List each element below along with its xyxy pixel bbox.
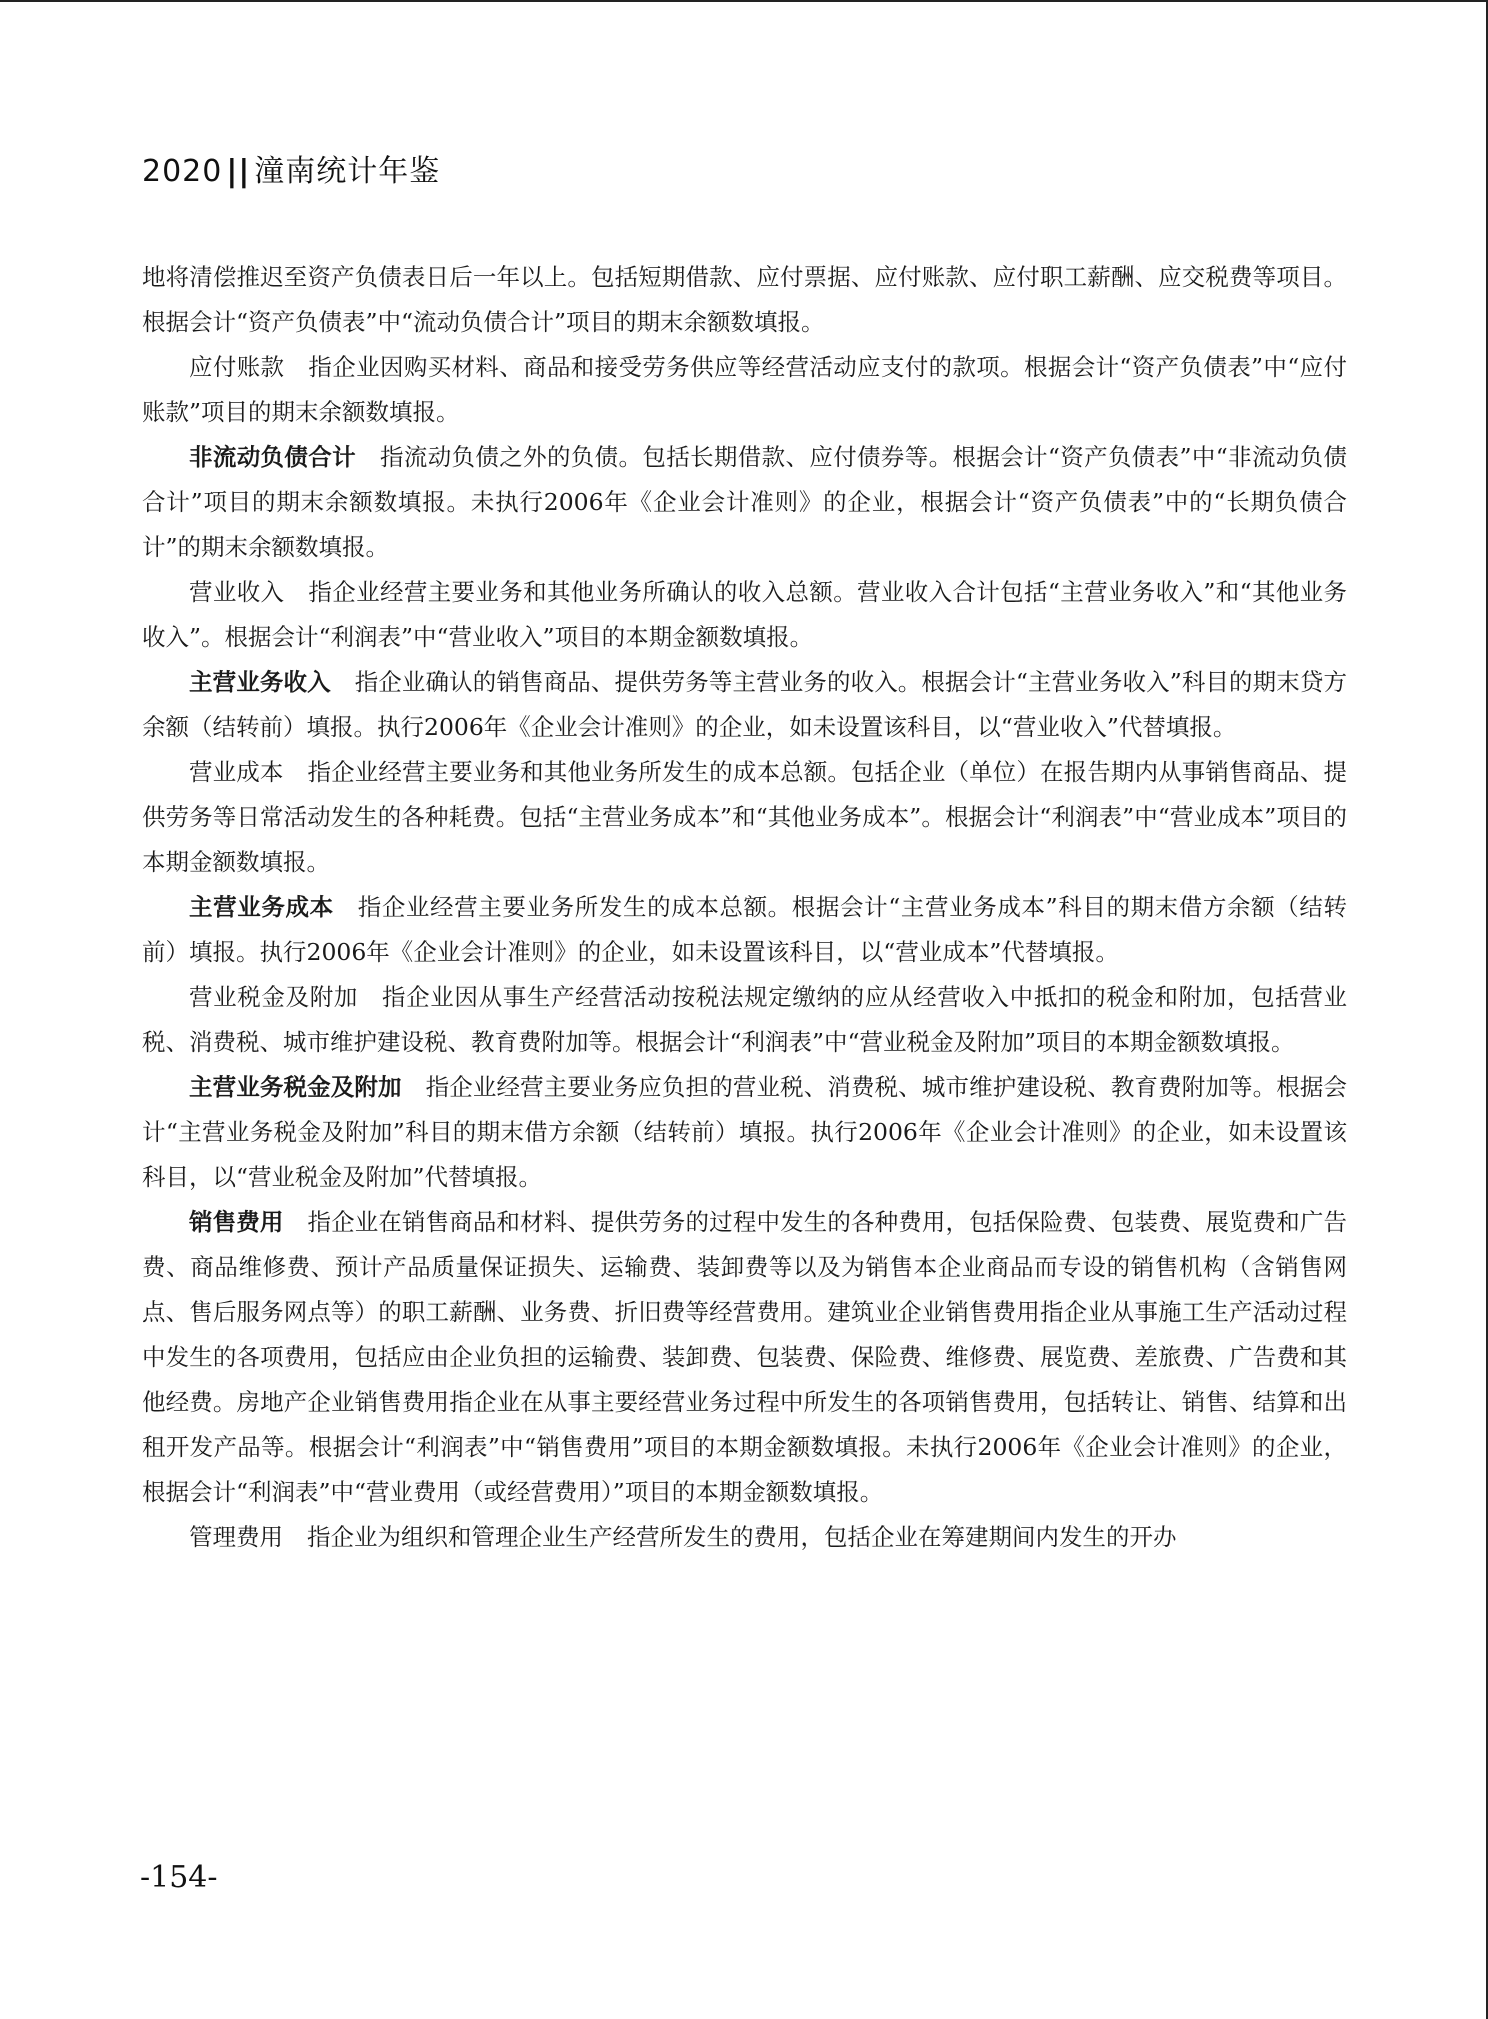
term-heading: 营业成本 [189,758,284,786]
running-header [142,146,440,190]
paragraph-text: 指流动负债之外的负债。包括长期借款、应付债券等。根据会计“资产负债表”中“非流动负债合计”项目的期末余额数填报。未执行2006年《企业会计准则》的企业，根据会计“资产负债表”中的“长期负债合计”的期末余额数填报。 [142,443,1348,561]
header-title: 潼南统计年鉴 [254,154,441,189]
paragraph-text: 地将清偿推迟至资产负债表日后一年以上。包括短期借款、应付票据、应付账款、应付职工薪酬、应交税费等项目。根据会计“资产负债表”中“流动负债合计”项目的期末余额数填报。 [142,263,1347,336]
paragraph-text: 指企业因购买材料、商品和接受劳务供应等经营活动应支付的款项。根据会计“资产负债表”中“应付账款”项目的期末余额数填报。 [142,353,1348,426]
paragraph-text: 指企业为组织和管理企业生产经营所发生的费用，包括企业在筹建期间内发生的开办 [307,1523,1177,1551]
term-heading: 主营业务成本 [189,893,334,921]
paragraph-text: 指企业因从事生产经营活动按税法规定缴纳的应从经营收入中抵扣的税金和附加，包括营业税、消费税、城市维护建设税、教育费附加等。根据会计“利润表”中“营业税金及附加”项目的本期金额数填报。 [142,983,1348,1056]
paragraph [142,1065,1347,1200]
term-heading: 主营业务收入 [189,668,331,696]
paragraph-text: 指企业在销售商品和材料、提供劳务的过程中发生的各种费用，包括保险费、包装费、展览费和广告费、商品维修费、预计产品质量保证损失、运输费、装卸费等以及为销售本企业商品而专设的销售机构（含销售网点、售后服务网点等）的职工薪酬、业务费、折旧费等经营费用。建筑业企业销售费用指企业从事施工生产活动过程中发生的各项费用，包括应由企业负担的运输费、装卸费、包装费、保险费、维修费、展览费、差旅费、广告费和其他经费。房地产企业销售费用指企业在从事主要经营业务过程中所发生的各项销售费用，包括转让、销售、结算和出租开发产品等。根据会计“利润表”中“销售费用”项目的本期金额数填报。未执行2006年《企业会计准则》的企业，根据会计“利润表”中“营业费用（或经营费用）”项目的本期金额数填报。 [142,1208,1348,1506]
paragraph-text: 指企业经营主要业务应负担的营业税、消费税、城市维护建设税、教育费附加等。根据会计“主营业务税金及附加”科目的期末借方余额（结转前）填报。执行2006年《企业会计准则》的企业，如未设置该科目，以“营业税金及附加”代替填报。 [142,1073,1348,1191]
paragraph [142,255,1347,345]
term-heading: 应付账款 [189,353,285,381]
term-heading: 管理费用 [189,1523,283,1551]
paragraph-text: 指企业经营主要业务和其他业务所确认的收入总额。营业收入合计包括“主营业务收入”和“其他业务收入”。根据会计“利润表”中“营业收入”项目的本期金额数填报。 [142,578,1348,651]
term-heading: 销售费用 [189,1208,284,1236]
page-border-top [0,0,1488,2]
header-year: 2020 [142,154,223,189]
paragraph [142,570,1347,660]
body-text [142,255,1347,1560]
term-heading: 营业税金及附加 [189,983,358,1011]
paragraph [142,345,1347,435]
header-separator: || [226,154,251,189]
paragraph-text: 指企业经营主要业务和其他业务所发生的成本总额。包括企业（单位）在报告期内从事销售商品、提供劳务等日常活动发生的各种耗费。包括“主营业务成本”和“其他业务成本”。根据会计“利润表”中“营业成本”项目的本期金额数填报。 [142,758,1348,876]
term-heading: 主营业务税金及附加 [189,1073,402,1101]
term-heading: 非流动负债合计 [189,443,356,471]
paragraph [142,750,1347,885]
paragraph-text: 指企业经营主要业务所发生的成本总额。根据会计“主营业务成本”科目的期末借方余额（结转前）填报。执行2006年《企业会计准则》的企业，如未设置该科目，以“营业成本”代替填报。 [142,893,1348,966]
paragraph-text: 指企业确认的销售商品、提供劳务等主营业务的收入。根据会计“主营业务收入”科目的期末贷方余额（结转前）填报。执行2006年《企业会计准则》的企业，如未设置该科目，以“营业收入”代替填报。 [142,668,1347,741]
paragraph [142,885,1347,975]
paragraph [142,660,1347,750]
page-number: -154- [140,1860,218,1895]
term-heading: 营业收入 [189,578,285,606]
paragraph [142,435,1347,570]
paragraph [142,1515,1347,1560]
paragraph [142,975,1347,1065]
paragraph [142,1200,1347,1515]
